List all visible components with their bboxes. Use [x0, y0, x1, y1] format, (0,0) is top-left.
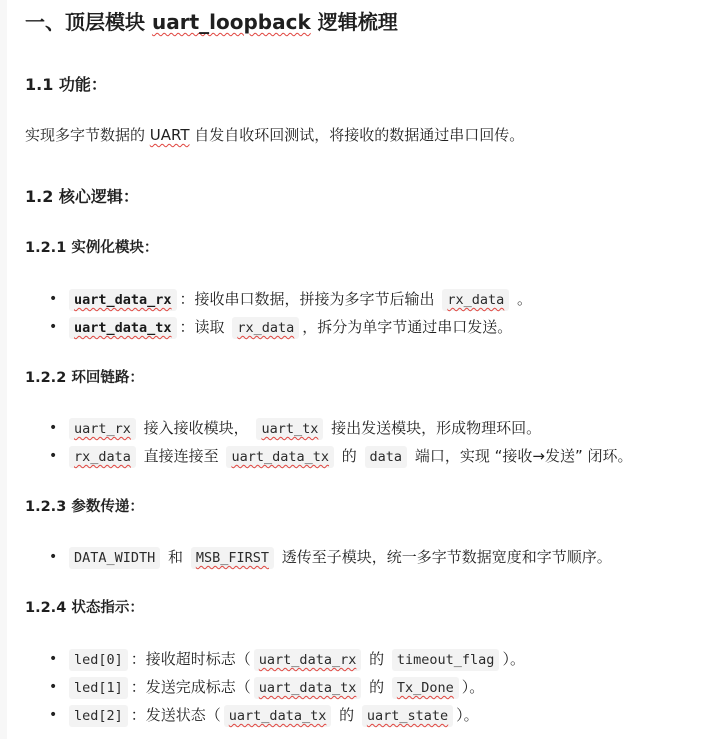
- list-text: ）。: [461, 678, 485, 696]
- list-text: ：发送完成标志（: [130, 678, 251, 696]
- list-text: ：接收超时标志（: [130, 650, 251, 668]
- list-text: ）。: [502, 650, 525, 668]
- code-span: led[0]: [69, 649, 128, 671]
- title-prefix: 一、顶层模块: [25, 10, 152, 34]
- list-text: ，拆分为单字节通过串口发送。: [302, 318, 513, 336]
- list-text: 接入接收模块，: [138, 419, 254, 437]
- list-text: ）。: [456, 706, 479, 724]
- code-span: rx_data: [442, 289, 509, 311]
- list-text: ：接收串口数据，拼接为多字节后输出: [179, 290, 440, 308]
- status-indicator-list: [49, 645, 525, 729]
- title-suffix: 逻辑梳理: [310, 10, 398, 34]
- list-text: 的: [334, 706, 359, 724]
- function-description: [25, 124, 524, 146]
- desc-text-a: 实现多字节数据的: [25, 126, 150, 144]
- code-span: led[2]: [69, 705, 128, 727]
- list-text: 端口，实现 “接收→发送” 闭环。: [410, 447, 633, 465]
- list-text: 透传至子模块，统一多字节数据宽度和字节顺序。: [276, 548, 612, 566]
- code-span: uart_rx: [69, 418, 136, 440]
- list-item: [49, 414, 632, 442]
- list-item: [49, 645, 525, 673]
- title-module-name: uart_loopback: [151, 10, 311, 34]
- list-text: 接出发送模块，形成物理环回。: [326, 419, 542, 437]
- list-text: 的: [337, 447, 362, 465]
- list-item: [49, 543, 612, 571]
- code-span: uart_data_rx: [69, 289, 177, 311]
- list-item: [49, 285, 532, 313]
- list-text: 直接连接至: [138, 447, 224, 465]
- list-item: [49, 701, 525, 729]
- list-text: 的: [364, 678, 389, 696]
- desc-uart: UART: [149, 126, 190, 144]
- heading-1-2-2: 1.2.2 环回链路：: [25, 370, 144, 386]
- code-span: uart_state: [362, 705, 453, 727]
- code-span: uart_tx: [256, 418, 323, 440]
- code-span: led[1]: [69, 677, 128, 699]
- heading-1-2-4: 1.2.4 状态指示：: [25, 600, 144, 616]
- desc-text-b: 自发自收环回测试，将接收的数据通过串口回传。: [189, 126, 525, 144]
- page-title: [25, 8, 398, 36]
- loopback-path-list: [49, 414, 632, 470]
- list-text: ：发送状态（: [130, 706, 221, 724]
- code-span: rx_data: [69, 446, 136, 468]
- code-span: uart_data_tx: [226, 446, 334, 468]
- parameter-passing-list: [49, 543, 612, 571]
- code-span: uart_data_tx: [254, 677, 362, 699]
- list-text: 和: [163, 548, 188, 566]
- code-span: uart_data_tx: [69, 317, 177, 339]
- instantiated-modules-list: [49, 285, 532, 341]
- list-item: [49, 673, 525, 701]
- heading-1-1: 1.1 功能：: [25, 75, 107, 94]
- left-edge-strip: [0, 0, 7, 739]
- heading-1-2-3: 1.2.3 参数传递：: [25, 499, 144, 515]
- list-text: ：读取: [179, 318, 230, 336]
- list-text: 。: [512, 290, 533, 308]
- code-span: timeout_flag: [392, 649, 500, 671]
- heading-1-2-1: 1.2.1 实例化模块：: [25, 240, 159, 256]
- code-span: data: [365, 446, 408, 468]
- code-span: DATA_WIDTH: [69, 547, 160, 569]
- list-item: [49, 313, 532, 341]
- list-item: [49, 442, 632, 470]
- code-span: rx_data: [232, 317, 299, 339]
- code-span: MSB_FIRST: [191, 547, 274, 569]
- list-text: 的: [364, 650, 389, 668]
- code-span: uart_data_tx: [224, 705, 332, 727]
- code-span: Tx_Done: [392, 677, 459, 699]
- code-span: uart_data_rx: [254, 649, 362, 671]
- heading-1-2: 1.2 核心逻辑：: [25, 187, 139, 206]
